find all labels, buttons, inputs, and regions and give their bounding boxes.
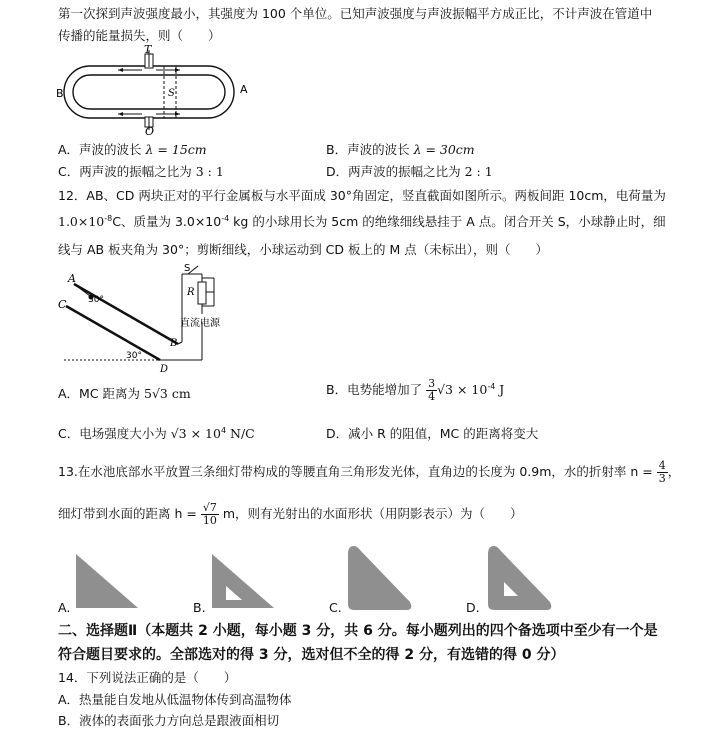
label-A: A bbox=[240, 83, 248, 96]
q11-tube-figure bbox=[56, 44, 266, 136]
label-R: R bbox=[187, 287, 195, 298]
label-power: 直流电源 bbox=[180, 318, 220, 329]
q12-option-a[interactable]: A．MC 距离为 5√3 cm bbox=[58, 386, 191, 401]
q13-option-a-label[interactable]: A. bbox=[58, 600, 71, 615]
q14-option-b[interactable]: B．液体的表面张力方向总是跟液面相切 bbox=[58, 713, 280, 728]
angle-top: 30° bbox=[88, 295, 104, 305]
label-A: A bbox=[68, 272, 76, 285]
label-S: S bbox=[168, 88, 175, 99]
label-switch: S bbox=[184, 263, 191, 274]
label-O: O bbox=[145, 125, 155, 136]
q13-shape-b[interactable] bbox=[208, 550, 278, 610]
q12-line1: 12．AB、CD 两块正对的平行金属板与水平面成 30°角固定，竖直截面如图所示。两板间距 10cm，电荷量为 bbox=[58, 188, 666, 203]
q11-line2: 传播的能量损失，则（ ） bbox=[58, 28, 221, 43]
q13-option-d-label[interactable]: D. bbox=[466, 600, 480, 615]
q13-option-b-label[interactable]: B. bbox=[193, 600, 206, 615]
q12-option-d[interactable]: D．减小 R 的阻值，MC 的距离将变大 bbox=[326, 426, 539, 441]
q13-option-c-label[interactable]: C. bbox=[329, 600, 342, 615]
section2-line1: 二、选择题Ⅱ（本题共 2 小题，每小题 3 分，共 6 分。每小题列出的四个备选项中至少有一个是 bbox=[58, 623, 658, 639]
q12-plates-figure bbox=[56, 262, 236, 374]
q12-line2: $1.0\times 10^{-8}C$、质量为 $3.0\times 10^{-4}$ kg 的小球用长为 5cm 的绝缘细线悬挂于 A 点。闭合开关 S，小球静止时，细 bbox=[58, 213, 666, 229]
label-B: B bbox=[56, 87, 64, 100]
q13-shape-a[interactable] bbox=[72, 550, 142, 610]
q13-shape-d[interactable] bbox=[484, 542, 556, 614]
q12-option-b[interactable]: B．电势能增加了 $\frac{3}{4}$ $√3 \times 10^{-4}$ J bbox=[326, 377, 505, 403]
q14-option-a[interactable]: A．热量能自发地从低温物体传到高温物体 bbox=[58, 692, 292, 707]
q12-line3: 线与 AB 板夹角为 30°；剪断细线，小球运动到 CD 板上的 M 点（未标出），则（ ） bbox=[58, 242, 548, 257]
q11-option-c[interactable]: C．两声波的振幅之比为 3 : 1 bbox=[58, 164, 224, 179]
label-T: T bbox=[144, 44, 152, 56]
q12-option-c[interactable]: C．电场强度大小为 $√3 \times 10^4$ N/C bbox=[58, 425, 255, 441]
q13-shape-c[interactable] bbox=[344, 542, 416, 614]
q14-stem: 14．下列说法正确的是（ ） bbox=[58, 670, 237, 685]
q11-line1: 第一次探到声波强度最小，其强度为 100 个单位。已知声波强度与声波振幅平方成正比，不计声波在管道中 bbox=[58, 6, 653, 21]
q11-option-b[interactable]: B．声波的波长 λ = 30cm bbox=[326, 142, 475, 157]
q13-line2: 细灯带到水面的距离 h = $\frac{√7}{10}$ m，则有光射出的水面形状（用阴影表示）为（ ） bbox=[58, 501, 523, 527]
label-D: D bbox=[160, 364, 169, 374]
q11-option-d[interactable]: D．两声波的振幅之比为 2 : 1 bbox=[326, 164, 493, 179]
label-B: B bbox=[170, 338, 178, 349]
angle-bottom: 30° bbox=[126, 351, 142, 361]
q13-line1: 13.在水池底部水平放置三条细灯带构成的等腰直角三角形发光体，直角边的长度为 0.9m，水的折射率 n = $\frac{4}{3}$ ， bbox=[58, 459, 681, 485]
section2-line2: 符合题目要求的。全部选对的得 3 分，选对但不全的得 2 分，有选错的得 0 分） bbox=[58, 647, 565, 663]
q11-option-a[interactable]: A．声波的波长 λ = 15cm bbox=[58, 142, 207, 157]
label-C: C bbox=[58, 298, 67, 311]
